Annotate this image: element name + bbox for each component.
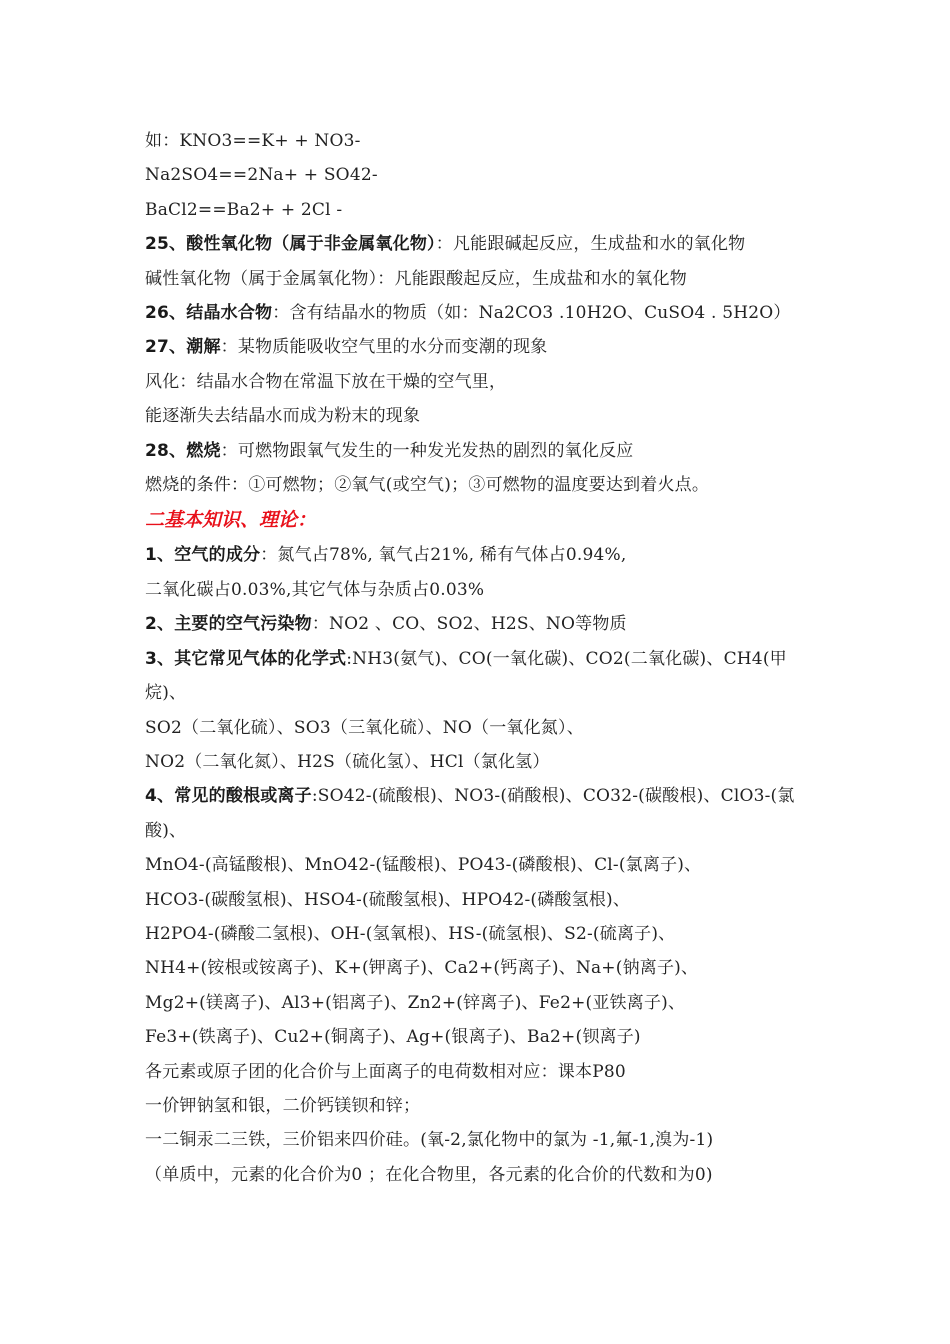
text-line (145, 158, 825, 192)
term-label: 27、潮解 (145, 337, 221, 358)
text-line (145, 1089, 825, 1123)
line-text: BaCl2==Ba2+ + 2Cl - (145, 199, 343, 220)
text-line (145, 883, 825, 917)
text-line (145, 227, 825, 261)
text-line (145, 711, 825, 745)
term-label: 25、酸性氧化物（属于非金属氧化物） (145, 234, 436, 255)
text-line (145, 1158, 825, 1192)
text-line (145, 779, 825, 848)
line-text: 能逐渐失去结晶水而成为粉末的现象 (145, 406, 421, 427)
text-line (145, 607, 825, 641)
term-label: 4、常见的酸根或离子 (145, 786, 312, 807)
line-text: :SO42-(硫酸根)、NO3-(硝酸根)、CO32-(碳酸根)、ClO3-(氯酸)、 (145, 786, 795, 841)
text-line (145, 917, 825, 951)
text-line (145, 573, 825, 607)
text-line (145, 1055, 825, 1089)
basic-knowledge-block (145, 538, 825, 1192)
text-line (145, 986, 825, 1020)
term-label: 28、燃烧 (145, 440, 221, 461)
line-text: NO2（二氧化氮）、H2S（硫化氢）、HCl（氯化氢） (145, 751, 550, 772)
term-label: 1、空气的成分 (145, 545, 261, 566)
text-line (145, 468, 825, 502)
text-line (145, 330, 825, 364)
line-text: ：凡能跟碱起反应，生成盐和水的氧化物 (435, 234, 746, 255)
definitions-block (145, 124, 825, 502)
line-text: 二氧化碳占0.03%,其它气体与杂质占0.03% (145, 579, 485, 600)
line-text: NH4+(铵根或铵离子)、K+(钾离子)、Ca2+(钙离子)、Na+(钠离子)、 (145, 958, 699, 979)
text-line (145, 193, 825, 227)
text-line (145, 262, 825, 296)
text-line (145, 1020, 825, 1054)
text-line (145, 296, 825, 330)
text-line (145, 365, 825, 399)
line-text: H2PO4-(磷酸二氢根)、OH-(氢氧根)、HS-(硫氢根)、S2-(硫离子)、 (145, 923, 676, 944)
line-text: ：氮气占78%, 氧气占21%, 稀有气体占0.94%, (260, 545, 627, 566)
text-line (145, 124, 825, 158)
text-line (145, 848, 825, 882)
document-body (145, 124, 825, 1192)
line-text: Fe3+(铁离子)、Cu2+(铜离子)、Ag+(银离子)、Ba2+(钡离子) (145, 1027, 641, 1048)
line-text: （单质中，元素的化合价为0 ；在化合物里，各元素的化合价的代数和为0) (145, 1164, 713, 1185)
term-label: 2、主要的空气污染物 (145, 614, 312, 635)
text-line (145, 951, 825, 985)
line-text: 一价钾钠氢和银，二价钙镁钡和锌； (145, 1095, 421, 1116)
line-text: 碱性氧化物（属于金属氧化物）：凡能跟酸起反应，生成盐和水的氧化物 (145, 268, 687, 289)
line-text: HCO3-(碳酸氢根)、HSO4-(硫酸氢根)、HPO42-(磷酸氢根)、 (145, 889, 631, 910)
line-text: ：NO2 、CO、SO2、H2S、NO等物质 (311, 614, 627, 635)
term-label: 26、结晶水合物 (145, 303, 273, 324)
line-text: SO2（二氧化硫）、SO3（三氧化硫）、NO（一氧化氮）、 (145, 717, 584, 738)
line-text: 各元素或原子团的化合价与上面离子的电荷数相对应：课本P80 (145, 1061, 626, 1082)
text-line (145, 1123, 825, 1157)
text-line (145, 538, 825, 572)
text-line (145, 642, 825, 711)
term-label: 3、其它常见气体的化学式 (145, 648, 347, 669)
section-heading: 二基本知识、理论： (145, 509, 317, 532)
text-line (145, 434, 825, 468)
line-text: :NH3(氨气)、CO(一氧化碳)、CO2(二氧化碳)、CH4(甲烷)、 (145, 648, 787, 704)
line-text: 如：KNO3==K+ + NO3- (145, 131, 361, 151)
line-text: ：含有结晶水的物质（如：Na2CO3 .10H2O、CuSO4 . 5H2O） (272, 303, 791, 324)
line-text: 一二铜汞二三铁，三价铝来四价硅。(氧-2,氯化物中的氯为 -1,氟-1,溴为-1) (145, 1130, 714, 1151)
line-text: MnO4-(高锰酸根)、MnO42-(锰酸根)、PO43-(磷酸根)、Cl-(氯离子)、 (145, 855, 702, 876)
line-text: 风化：结晶水合物在常温下放在干燥的空气里， (145, 371, 507, 392)
text-line (145, 745, 825, 779)
text-line (145, 399, 825, 433)
line-text: ：某物质能吸收空气里的水分而变潮的现象 (220, 337, 548, 358)
line-text: ：可燃物跟氧气发生的一种发光发热的剧烈的氧化反应 (220, 440, 634, 461)
line-text: Na2SO4==2Na+ + SO42- (145, 165, 378, 186)
line-text: 燃烧的条件：①可燃物；②氧气(或空气)；③可燃物的温度要达到着火点。 (145, 475, 710, 496)
line-text: Mg2+(镁离子)、Al3+(铝离子)、Zn2+(锌离子)、Fe2+(亚铁离子)、 (145, 992, 686, 1013)
